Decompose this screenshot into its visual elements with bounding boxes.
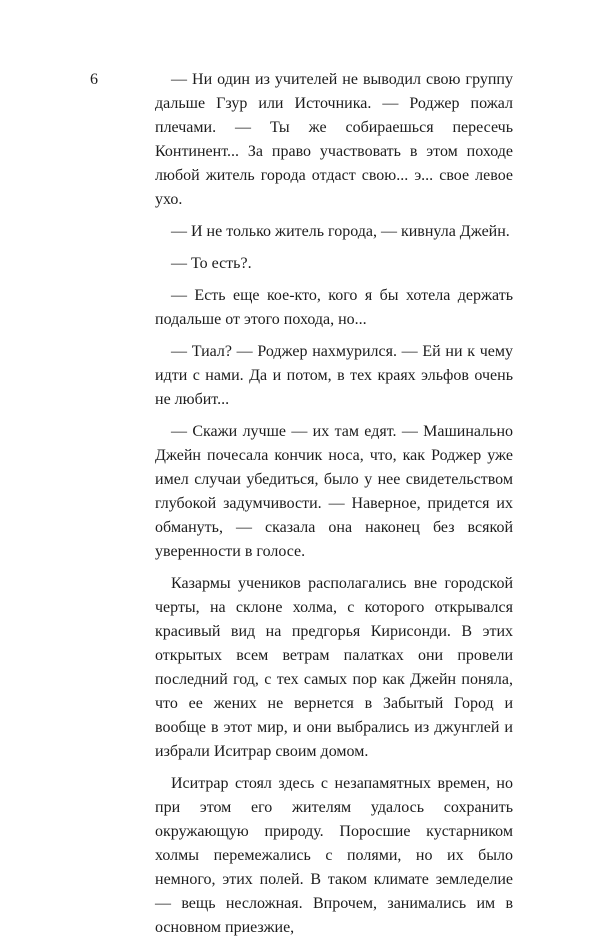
page-number: 6 <box>90 71 98 88</box>
paragraph: Иситрар стоял здесь с незапамятных времен, но при этом его жителям удалось сохранить окружающую природу. Поросшие кустарником холмы перемежались с полями, но их было немного, этих полей. В таком климате земледелие — вещь несложная. Впрочем, занимались им в основном приезжие, <box>155 775 513 936</box>
paragraph: — Скажи лучше — их там едят. — Машинально Джейн почесала кончик носа, что, как Роджер уже имел случаи убедиться, было у нее свидетельством глубокой задумчивости. — Наверное, придется их обмануть, — сказала она наконец без всякой уверенности в голосе. <box>155 423 513 560</box>
paragraph: — Ни один из учителей не выводил свою группу дальше Гзур или Источника. — Роджер пожал плечами. — Ты же собираешься пересечь Континент... За право участвовать в этом походе любой житель города отдаст свою... э... свое левое ухо. <box>155 71 513 208</box>
paragraph: — Тиал? — Роджер нахмурился. — Ей ни к чему идти с нами. Да и потом, в тех краях эльфов очень не любит... <box>155 343 513 408</box>
paragraph: — Есть еще кое-кто, кого я бы хотела держать подальше от этого похода, но... <box>155 287 513 328</box>
text-column <box>155 68 513 940</box>
paragraph: — То есть?. <box>171 255 252 272</box>
paragraph: Казармы учеников располагались вне городской черты, на склоне холма, с которого открывался красивый вид на предгорья Кирисонди. В этих открытых всем ветрам палатках они провели последний год, с тех самых пор как Джейн поняла, что ее жених не вернется в Забытый Город и вообще в этот мир, и они выбрались из джунглей и избрали Иситрар своим домом. <box>155 575 513 760</box>
paragraph: — И не только житель города, — кивнула Джейн. <box>171 223 510 240</box>
